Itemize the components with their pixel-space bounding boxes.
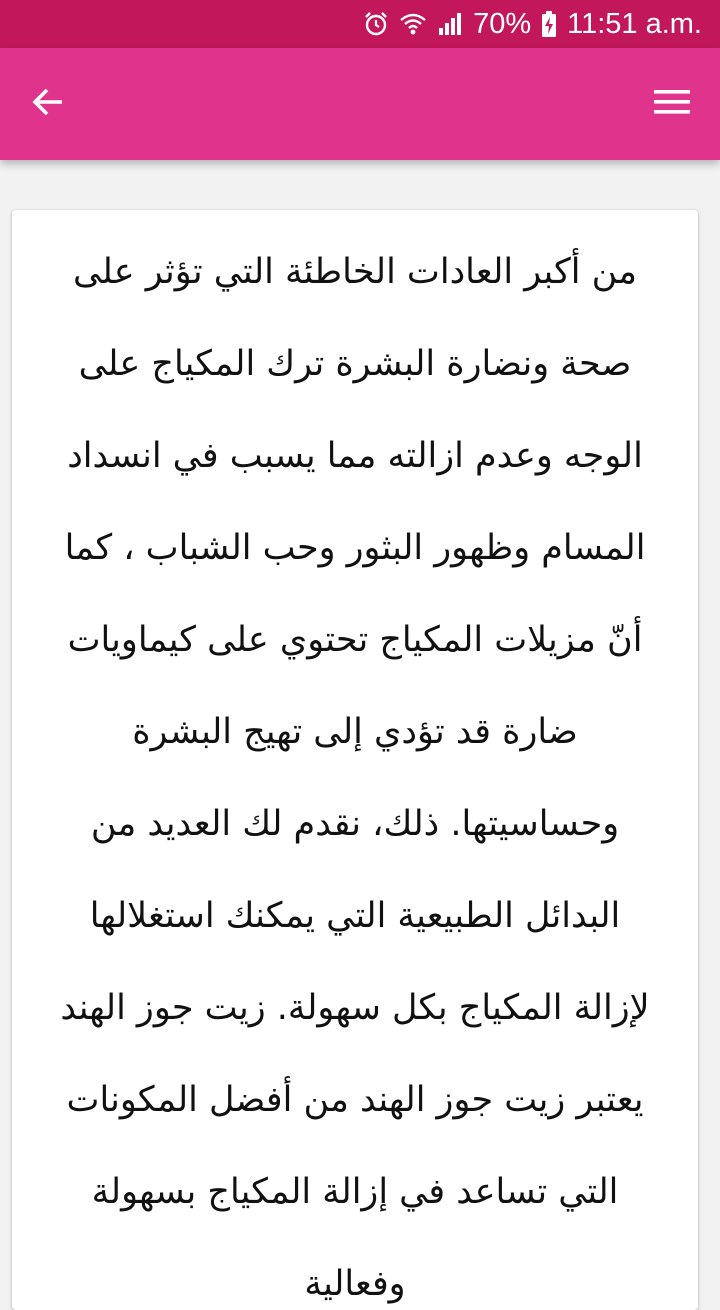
menu-button[interactable] [648, 80, 696, 128]
arrow-back-icon [30, 84, 66, 124]
status-icons [363, 0, 702, 48]
article-card [12, 210, 698, 1310]
app-bar [0, 48, 720, 160]
battery-percent: 70% [473, 7, 532, 40]
status-bar [0, 0, 720, 48]
clock: 11:51 a.m. [567, 7, 702, 40]
back-button[interactable] [24, 80, 72, 128]
alarm-icon [363, 11, 389, 37]
battery-charging-icon [541, 10, 557, 38]
wifi-icon [399, 11, 427, 37]
signal-icon [437, 11, 463, 37]
hamburger-menu-icon [653, 87, 691, 121]
article-body: من أكبر العادات الخاطئة التي تؤثر على صحة ونضارة البشرة ترك المكياج على الوجه وعدم ازالته مما يسبب في انسداد المسام وظهور البثور وحب الشباب ، كما أنّ مزيلات المكياج تحتوي على كيماويات ضارة قد تؤدي إلى تهيج البشرة وحساسيتها. ذلك، نقدم لك العديد من البدائل الطبيعية التي يمكنك استغلالها لإزالة المكياج بكل سهولة. زيت جوز الهند يعتبر زيت جوز الهند من أفضل المكونات التي تساعد في إزالة المكياج بسهولة وفعالية [60, 252, 650, 1304]
